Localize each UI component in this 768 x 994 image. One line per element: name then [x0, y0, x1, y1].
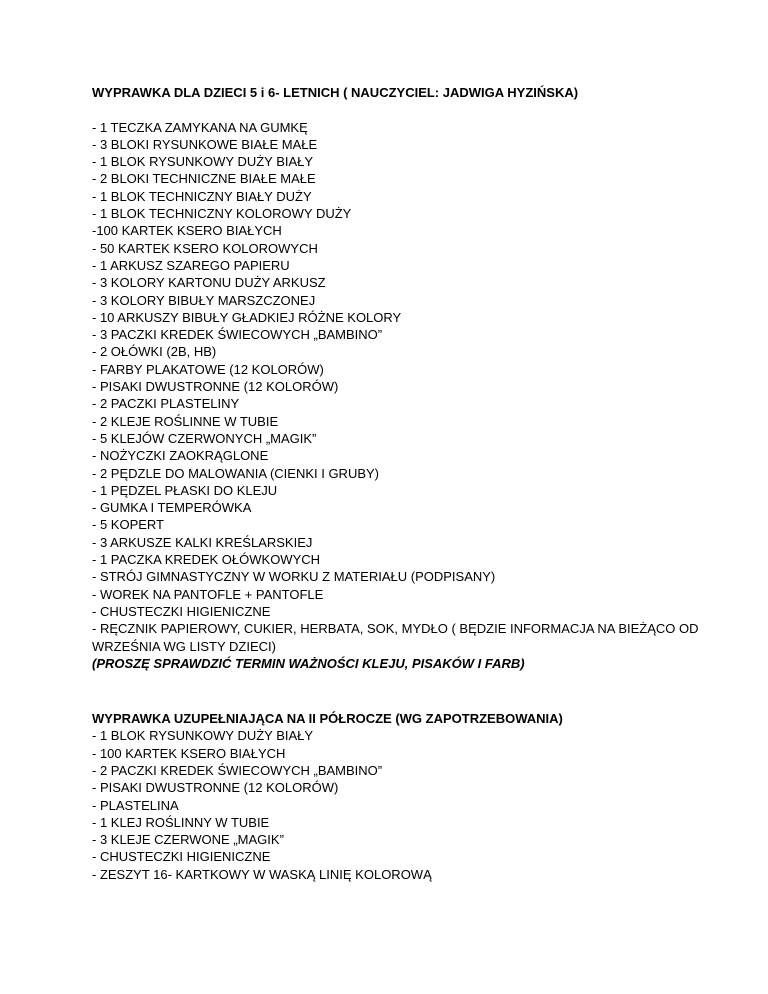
list-item: - CHUSTECZKI HIGIENICZNE: [92, 849, 271, 865]
list-item: - PISAKI DWUSTRONNE (12 KOLORÓW): [92, 780, 339, 796]
document-page: [92, 84, 712, 883]
list-item: - WOREK NA PANTOFLE + PANTOFLE: [92, 586, 324, 602]
list-item: - 3 PACZKI KREDEK ŚWIECOWYCH „BAMBINO”: [92, 327, 383, 343]
list-item: - 3 ARKUSZE KALKI KREŚLARSKIEJ: [92, 534, 313, 550]
list-item: - 1 KLEJ ROŚLINNY W TUBIE: [92, 814, 270, 830]
list-item: - ZESZYT 16- KARTKOWY W WASKĄ LINIĘ KOLOROWĄ: [92, 866, 432, 882]
section1-title: WYPRAWKA DLA DZIECI 5 i 6- LETNICH ( NAUCZYCIEL: JADWIGA HYZIŃSKA): [92, 85, 579, 100]
list-item: - PISAKI DWUSTRONNE (12 KOLORÓW): [92, 379, 339, 395]
list-item: - 2 BLOKI TECHNICZNE BIAŁE MAŁE: [92, 171, 316, 187]
list-item: - 3 KOLORY BIBUŁY MARSZCZONEJ: [92, 292, 316, 308]
expiry-note: (PROSZĘ SPRAWDZIĆ TERMIN WAŻNOŚCI KLEJU, PISAKÓW I FARB): [92, 655, 525, 671]
list-item: - 1 PACZKA KREDEK OŁÓWKOWYCH: [92, 552, 321, 568]
list-item: - 1 ARKUSZ SZAREGO PAPIERU: [92, 257, 290, 273]
list-item: - 3 BLOKI RYSUNKOWE BIAŁE MAŁE: [92, 136, 318, 152]
list-item: - 2 PACZKI KREDEK ŚWIECOWYCH „BAMBINO”: [92, 762, 383, 778]
list-item: - 5 KOPERT: [92, 517, 165, 533]
blank-line: [92, 101, 712, 118]
list-item: - 1 PĘDZEL PŁASKI DO KLEJU: [92, 482, 278, 498]
section1-supply-list: [92, 119, 712, 655]
list-item: - STRÓJ GIMNASTYCZNY W WORKU Z MATERIAŁU (PODPISANY): [92, 569, 496, 585]
list-item: - RĘCZNIK PAPIEROWY, CUKIER, HERBATA, SOK, MYDŁO ( BĘDZIE INFORMACJA NA BIEŻĄCO OD WRZEŚNIA WG LISTY DZIECI): [92, 621, 699, 654]
list-item: -100 KARTEK KSERO BIAŁYCH: [92, 223, 282, 239]
list-item: - 1 BLOK RYSUNKOWY DUŻY BIAŁY: [92, 728, 314, 744]
list-item: - CHUSTECZKI HIGIENICZNE: [92, 603, 271, 619]
list-item: - 3 KLEJE CZERWONE „MAGIK”: [92, 832, 284, 848]
list-item: - 2 PACZKI PLASTELINY: [92, 396, 240, 412]
list-item: - 1 BLOK TECHNICZNY KOLOROWY DUŻY: [92, 206, 352, 222]
list-item: - FARBY PLAKATOWE (12 KOLORÓW): [92, 361, 324, 377]
list-item: - GUMKA I TEMPERÓWKA: [92, 500, 252, 516]
list-item: - 1 BLOK TECHNICZNY BIAŁY DUŻY: [92, 188, 312, 204]
section2-supply-list: [92, 727, 712, 883]
list-item: - 2 PĘDZLE DO MALOWANIA (CIENKI I GRUBY): [92, 465, 380, 481]
list-item: - 100 KARTEK KSERO BIAŁYCH: [92, 745, 286, 761]
list-item: - NOŻYCZKI ZAOKRĄGLONE: [92, 448, 269, 464]
list-item: - 2 KLEJE ROŚLINNE W TUBIE: [92, 413, 279, 429]
list-item: - 2 OŁÓWKI (2B, HB): [92, 344, 217, 360]
list-item: - 1 BLOK RYSUNKOWY DUŻY BIAŁY: [92, 154, 314, 170]
list-item: - 50 KARTEK KSERO KOLOROWYCH: [92, 240, 318, 256]
list-item: - PLASTELINA: [92, 797, 179, 813]
section2-title: WYPRAWKA UZUPEŁNIAJĄCA NA II PÓŁROCZE (WG ZAPOTRZEBOWANIA): [92, 711, 563, 727]
list-item: - 3 KOLORY KARTONU DUŻY ARKUSZ: [92, 275, 326, 291]
list-item: - 1 TECZKA ZAMYKANA NA GUMKĘ: [92, 119, 308, 135]
list-item: - 10 ARKUSZY BIBUŁY GŁADKIEJ RÓŻNE KOLORY: [92, 309, 402, 325]
section-gap: [92, 672, 712, 710]
list-item: - 5 KLEJÓW CZERWONYCH „MAGIK”: [92, 430, 317, 446]
